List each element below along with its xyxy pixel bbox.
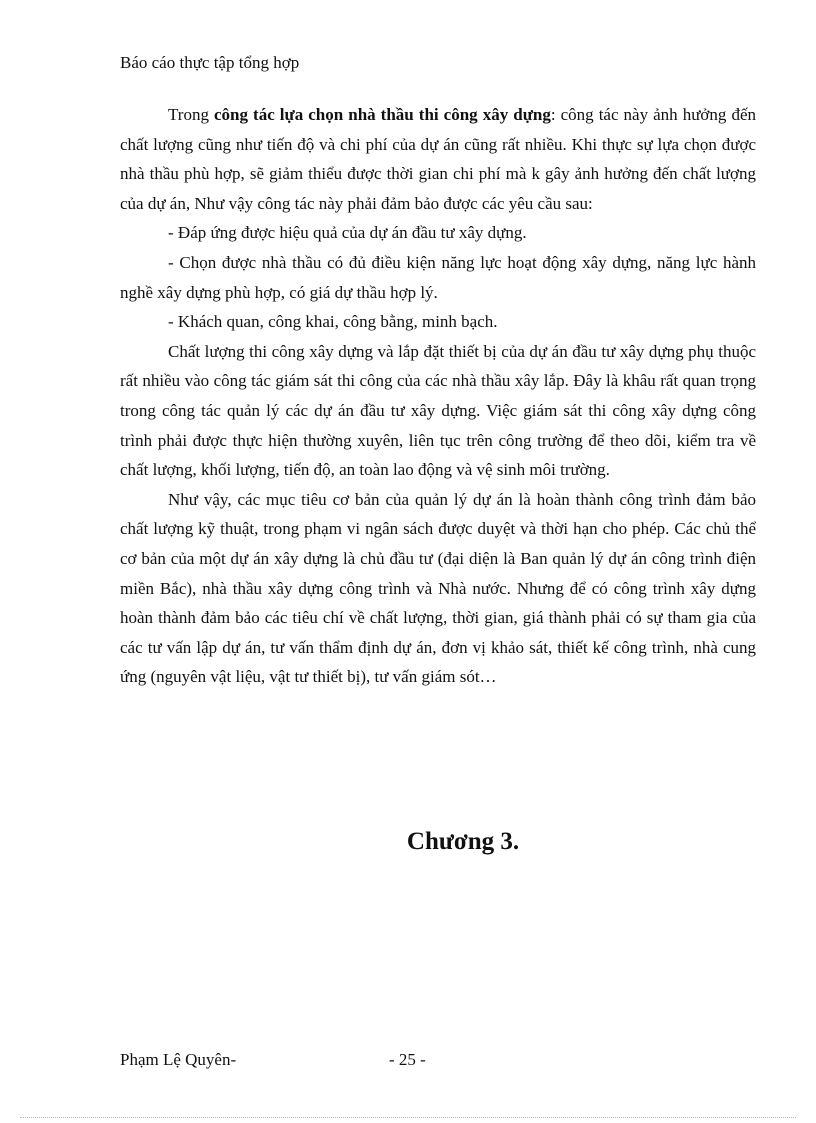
bullet-item: - Đáp ứng được hiệu quả của dự án đầu tư xây dựng.	[168, 223, 527, 243]
paragraph-project-goals: Như vậy, các mục tiêu cơ bản của quản lý dự án là hoàn thành công trình đảm bảo chất lượng kỹ thuật, trong phạm vi ngân sách được duyệt và thời hạn cho phép. Các chủ thể cơ bản của một dự án xây dựng là chủ đầu tư (đại diện là Ban quản lý dự án công trình điện miền Bắc), nhà thầu xây dựng công trình và Nhà nước. Nhưng để có công trình xây dựng hoàn thành đảm bảo các tiêu chí về chất lượng, thời gian, giá thành phải có sự tham gia của các tư vấn lập dự án, tư vấn thẩm định dự án, đơn vị khảo sát, thiết kế công trình, nhà cung ứng (nguyên vật liệu, vật tư thiết bị), tư vấn giám sót…	[120, 489, 756, 687]
page-bottom-rule	[20, 1117, 796, 1118]
running-header: Báo cáo thực tập tổng hợp	[120, 53, 300, 72]
bold-phrase: công tác lựa chọn nhà thầu thi công xây dựng	[214, 105, 551, 124]
paragraph-contractor-selection	[120, 100, 756, 218]
paragraph-lead: Trong	[168, 105, 214, 124]
bullet-item: - Khách quan, công khai, công bằng, minh bạch.	[168, 312, 498, 332]
bullet-item: - Chọn được nhà thầu có đủ điều kiện năng lực hoạt động xây dựng, năng lực hành nghề xây dựng phù hợp, có giá dự thầu hợp lý.	[120, 252, 756, 302]
page-number: - 25 -	[389, 1050, 426, 1069]
body-text	[120, 100, 756, 692]
paragraph-quality-supervision: Chất lượng thi công xây dựng và lắp đặt thiết bị của dự án đầu tư xây dựng phụ thuộc rất nhiều vào công tác giám sát thi công của các nhà thầu xây lắp. Đây là khâu rất quan trọng trong công tác quản lý các dự án đầu tư xây dựng. Việc giám sát thi công xây dựng công trình phải được thực hiện thường xuyên, liên tục trên công trường để theo dõi, kiểm tra về chất lượng, khối lượng, tiến độ, an toàn lao động và vệ sinh môi trường.	[120, 341, 756, 480]
paragraph-rest: : công tác này ảnh hưởng đến chất lượng cũng như tiến độ và chi phí của dự án cũng rất nhiều. Khi thực sự lựa chọn được nhà thầu phù hợp, sẽ giảm thiểu được thời gian chi phí mà k gây ảnh hưởng đến chất lượng của dự án, Như vậy công tác này phải đảm bảo được các yêu cầu sau:	[120, 105, 757, 213]
chapter-heading: Chương 3.	[406, 828, 520, 855]
footer-author: Phạm Lệ Quyên-	[120, 1050, 237, 1069]
